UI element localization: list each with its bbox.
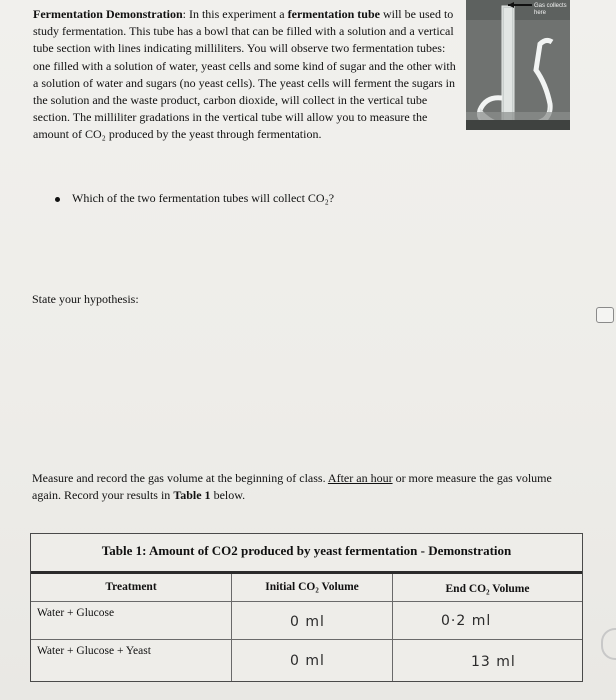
table-row-2-end: 13 ml	[471, 654, 516, 670]
question-text: Which of the two fermentation tubes will collect CO₂?	[72, 191, 335, 205]
table-row-2-treatment: Water + Glucose + Yeast	[31, 640, 232, 681]
measure-instructions	[32, 470, 577, 503]
intro-text-1: : In this experiment a	[182, 7, 288, 21]
intro-paragraph	[33, 6, 463, 144]
header-end-volume: End CO₂ Volume	[393, 574, 582, 602]
page-flip-icon[interactable]	[596, 307, 614, 323]
table-row-1-treatment: Water + Glucose	[31, 602, 232, 640]
header-initial-volume: Initial CO₂ Volume	[232, 574, 393, 602]
header-treatment: Treatment	[31, 574, 232, 602]
edge-scroll-handle[interactable]	[601, 628, 616, 660]
bullet-dot	[55, 197, 60, 202]
table-row-1-initial: 0 ml	[232, 602, 393, 640]
measure-table-ref: Table 1	[173, 487, 211, 502]
fermentation-tube-drawing	[466, 0, 570, 130]
figure-caption: Gas collects here	[534, 3, 567, 16]
measure-text-1: Measure and record the gas volume at the beginning of class.	[32, 471, 328, 485]
results-table	[30, 533, 583, 682]
table-title: Table 1: Amount of CO2 produced by yeast fermentation - Demonstration	[101, 543, 512, 558]
hypothesis-label: State your hypothesis:	[32, 292, 139, 306]
table-row-1-end: 0·2 ml	[393, 602, 582, 640]
fermentation-tube-photo	[466, 0, 570, 130]
intro-lead: Fermentation Demonstration	[33, 7, 183, 21]
measure-text-2: or more measure the gas volume again. Record your results in	[32, 471, 552, 502]
intro-bold-term: fermentation tube	[287, 7, 380, 21]
measure-underlined: After an hour	[327, 471, 393, 485]
intro-text-2: will be used to study fermentation. This tube has a bowl that can be filled with a solution and a vertical tube section with lines indicating milliliters. You will observe two fermentation tubes: one filled with a solution of water, yeast cells and some kind of sugar and the other with a solution of water and sugars (no yeast cells). The yeast cells will ferment the sugars in the solution and the waste product, carbon dioxide, will collect in the vertical tube section. The milliliter gradations in the vertical tube will allow you to measure the amount of CO₂ produced by the yeast through fermentation.	[33, 7, 456, 142]
table-row-2-initial: 0 ml	[232, 640, 393, 681]
measure-text-3: below.	[210, 487, 246, 502]
